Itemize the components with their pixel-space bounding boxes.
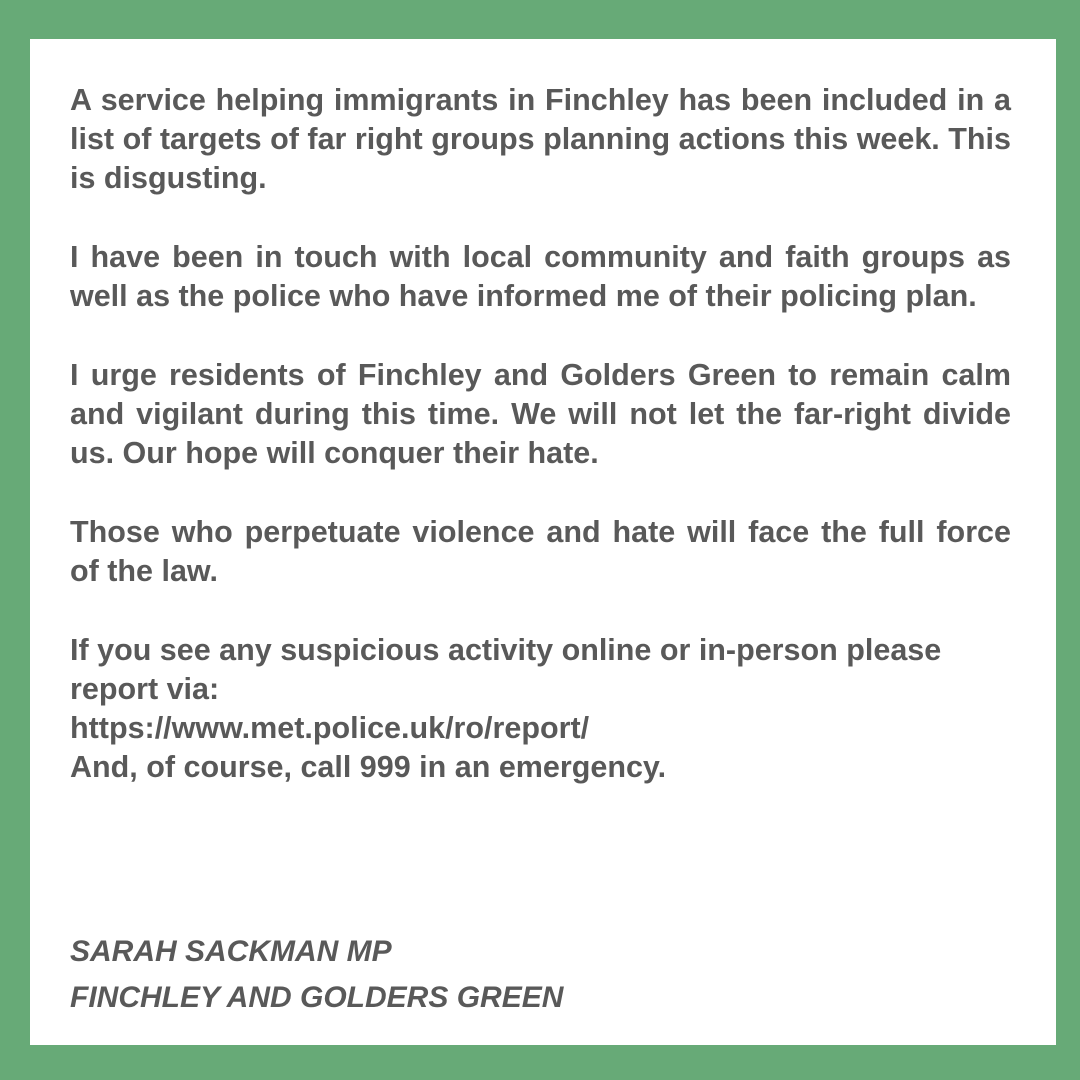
signature-block — [70, 929, 563, 1021]
paragraph-contact: I have been in touch with local community and faith groups as well as the police who have informed me of their policing plan. — [70, 240, 1011, 313]
signature-name: SARAH SACKMAN MP — [70, 935, 392, 968]
paragraph-law: Those who perpetuate violence and hate will face the full force of the law. — [70, 515, 1011, 588]
statement-card — [30, 39, 1056, 1045]
report-instructions: If you see any suspicious activity online or in-person please report via: — [70, 633, 942, 706]
paragraph-targets: A service helping immigrants in Finchley has been included in a list of targets of far right groups planning actions this week. This is disgusting. — [70, 83, 1011, 195]
statement-body — [70, 81, 1011, 787]
paragraph-report — [70, 631, 1011, 787]
signature-constituency: FINCHLEY AND GOLDERS GREEN — [70, 981, 564, 1014]
paragraph-urge: I urge residents of Finchley and Golders Green to remain calm and vigilant during this time. We will not let the far-right divide us. Our hope will conquer their hate. — [70, 358, 1011, 470]
report-url: https://www.met.police.uk/ro/report/ — [70, 711, 590, 745]
emergency-line: And, of course, call 999 in an emergency. — [70, 750, 667, 784]
